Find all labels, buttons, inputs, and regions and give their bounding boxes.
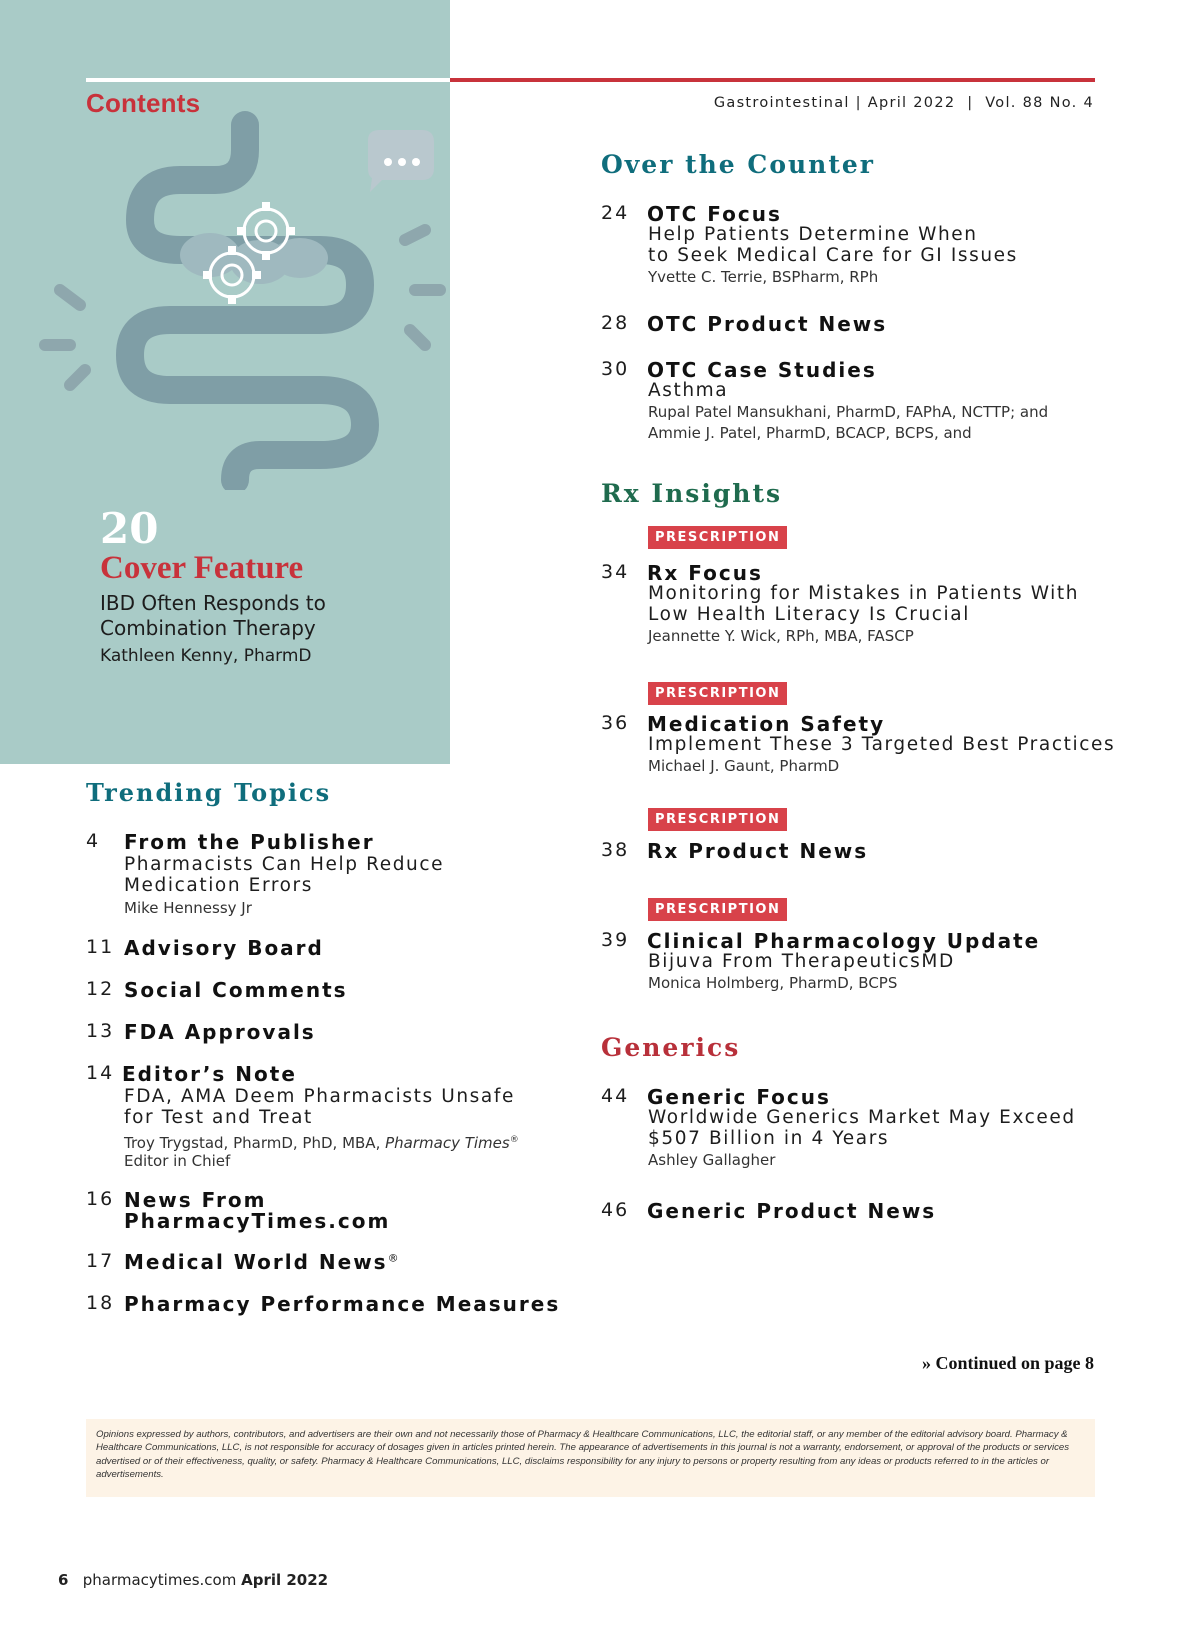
- footer-date: April 2022: [241, 1571, 329, 1589]
- entry-page: 46: [601, 1199, 630, 1221]
- entry-page: 30: [601, 358, 630, 380]
- entry-title: Social Comments: [124, 978, 348, 1002]
- intestine-illustration: [30, 110, 470, 490]
- entry-page: 39: [601, 929, 630, 951]
- entry-page: 11: [86, 936, 115, 958]
- cover-feature-description: IBD Often Responds to Combination Therapy: [100, 591, 326, 640]
- entry-title: Medication Safety: [647, 712, 886, 736]
- entry-description: Low Health Literacy Is Crucial: [648, 604, 970, 625]
- entry-title: FDA Approvals: [124, 1020, 316, 1044]
- header-rule-right: [450, 78, 1095, 82]
- entry-title: Pharmacy Performance Measures: [124, 1292, 561, 1316]
- entry-description: Asthma: [648, 380, 729, 401]
- entry-page: 4: [86, 830, 101, 852]
- entry-description: to Seek Medical Care for GI Issues: [648, 245, 1018, 266]
- entry-page: 44: [601, 1085, 630, 1107]
- entry-title: Medical World News®: [124, 1250, 401, 1274]
- entry-page: 17: [86, 1250, 115, 1272]
- footer-site[interactable]: pharmacytimes.com: [82, 1571, 237, 1589]
- entry-title: From the Publisher: [124, 830, 375, 854]
- entry-title: News From: [124, 1188, 267, 1212]
- entry-description: $507 Billion in 4 Years: [648, 1128, 890, 1149]
- entry-title: OTC Focus: [647, 202, 782, 226]
- header-rule-left: [86, 78, 450, 82]
- cover-feature-page: 20: [100, 504, 159, 553]
- entry-title: Generic Focus: [647, 1085, 831, 1109]
- entry-page: 12: [86, 978, 115, 1000]
- entry-author: Rupal Patel Mansukhani, PharmD, FAPhA, NCTTP; and: [648, 403, 1049, 421]
- entry-description: Pharmacists Can Help Reduce: [124, 854, 445, 875]
- entry-author: Editor in Chief: [124, 1152, 231, 1170]
- entry-title: Rx Product News: [647, 839, 869, 863]
- cover-feature-title[interactable]: Cover Feature: [100, 550, 304, 586]
- entry-description: Implement These 3 Targeted Best Practices: [648, 734, 1116, 755]
- entry-title: PharmacyTimes.com: [124, 1209, 391, 1233]
- entry-author: Michael J. Gaunt, PharmD: [648, 757, 840, 775]
- issue-line: Gastrointestinal | April 2022 | Vol. 88 No. 4: [713, 95, 1094, 111]
- entry-description: for Test and Treat: [124, 1107, 313, 1128]
- entry-title: Editor’s Note: [122, 1062, 297, 1086]
- entry-author: Mike Hennessy Jr: [124, 899, 252, 917]
- entry-author: Ammie J. Patel, PharmD, BCACP, BCPS, and: [648, 424, 972, 442]
- entry-author: Jeannette Y. Wick, RPh, MBA, FASCP: [648, 627, 914, 645]
- prescription-badge: PRESCRIPTION: [648, 808, 787, 831]
- footer-page-number: 6: [58, 1571, 69, 1589]
- entry-author: Monica Holmberg, PharmD, BCPS: [648, 974, 898, 992]
- entry-description: FDA, AMA Deem Pharmacists Unsafe: [124, 1086, 515, 1107]
- continued-link[interactable]: » Continued on page 8: [921, 1353, 1094, 1373]
- entry-author: Troy Trygstad, PharmD, PhD, MBA, Pharmacy Times®: [124, 1134, 519, 1152]
- entry-description: Bijuva From TherapeuticsMD: [648, 951, 955, 972]
- entry-title: Generic Product News: [647, 1199, 937, 1223]
- entry-page: 34: [601, 561, 630, 583]
- entry-description: Help Patients Determine When: [648, 224, 978, 245]
- section-heading-rx: Rx Insights: [601, 479, 783, 508]
- page-footer: [58, 1571, 328, 1589]
- entry-page: 36: [601, 712, 630, 734]
- entry-page: 24: [601, 202, 630, 224]
- entry-title: OTC Case Studies: [647, 358, 877, 382]
- prescription-badge: PRESCRIPTION: [648, 682, 787, 705]
- page-title: Contents: [86, 88, 201, 118]
- section-heading-otc: Over the Counter: [601, 150, 875, 179]
- entry-page: 16: [86, 1188, 115, 1210]
- section-heading-trending: Trending Topics: [86, 778, 332, 807]
- disclaimer: Opinions expressed by authors, contributors, and advertisers are their own and not necessarily those of Pharmacy & Healthcare Communications, LLC, the editorial staff, or any member of the editorial advisory board. Pharmacy & Healthcare Communications, LLC, is not responsible for accuracy of dosages given in articles printed herein. The appearance of advertisements in this journal is not a warranty, endorsement, or approval of the products or services advertised or of their effectiveness, quality, or safety. Pharmacy & Healthcare Communications, LLC, disclaims responsibility for any injury to persons or property resulting from any ideas or products referred to in the articles or advertisements.: [86, 1419, 1095, 1497]
- entry-description: Medication Errors: [124, 875, 313, 896]
- entry-description: Worldwide Generics Market May Exceed: [648, 1107, 1076, 1128]
- entry-title: Rx Focus: [647, 561, 763, 585]
- entry-page: 14: [86, 1062, 115, 1084]
- entry-page: 28: [601, 312, 630, 334]
- entry-page: 18: [86, 1292, 115, 1314]
- entry-author: Ashley Gallagher: [648, 1151, 776, 1169]
- entry-page: 38: [601, 839, 630, 861]
- prescription-badge: PRESCRIPTION: [648, 898, 787, 921]
- entry-author: Yvette C. Terrie, BSPharm, RPh: [648, 268, 879, 286]
- entry-page: 13: [86, 1020, 115, 1042]
- cover-feature-author: Kathleen Kenny, PharmD: [100, 646, 312, 666]
- entry-title: OTC Product News: [647, 312, 888, 336]
- entry-title: Advisory Board: [124, 936, 324, 960]
- prescription-badge: PRESCRIPTION: [648, 526, 787, 549]
- entry-title: Clinical Pharmacology Update: [647, 929, 1041, 953]
- entry-description: Monitoring for Mistakes in Patients With: [648, 583, 1080, 604]
- section-heading-generics: Generics: [601, 1033, 741, 1062]
